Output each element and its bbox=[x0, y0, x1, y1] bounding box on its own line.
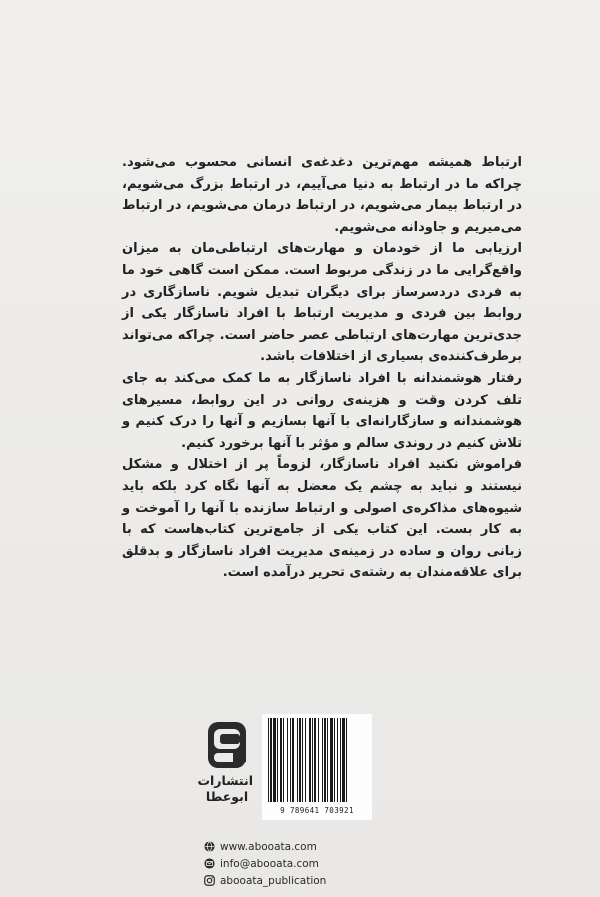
website-row[interactable] bbox=[204, 838, 404, 855]
blurb-paragraph-2: ارزیابی ما از خودمان و مهارت‌های ارتباطی‌مان به میزان واقع‌گرایی ما در زندگی مربوط است. ممکن است گاهی خود ما به فردی دردسرساز برای دیگران تبدیل شویم. ناسازگاری در روابط بین فردی و مدیریت ارتباط با افراد ناسازگار یکی از جدی‌ترین مهارت‌های ارتباطی عصر حاضر است. چراکه می‌تواند برطرف‌کننده‌ی بسیاری از اختلافات باشد. bbox=[122, 241, 522, 365]
publisher-logo bbox=[197, 720, 253, 820]
publisher-logo-icon bbox=[205, 720, 249, 772]
email-row[interactable] bbox=[204, 855, 404, 872]
blurb-paragraph-1: ارتباط همیشه مهم‌ترین دغدغه‌ی انسانی محسوب می‌شود. چراکه ما در ارتباط به دنیا می‌آییم، در ارتباط بزرگ می‌شویم، در ارتباط بیمار می‌شویم، در ارتباط درمان می‌شویم، در ارتباط می‌میریم و جاودانه می‌شویم. bbox=[122, 155, 522, 235]
isbn-number: 9 789641 703921 bbox=[280, 806, 354, 815]
contact-info bbox=[204, 838, 404, 889]
email-text: info@abooata.com bbox=[220, 857, 319, 870]
blurb-paragraph-3: رفتار هوشمندانه با افراد ناسازگار به ما کمک می‌کند به جای تلف کردن وقت و هزینه‌ی روانی در این روابط، مسیرهای هوشمندانه و سازگارانه‌ای با آنها بسازیم و آنها را درک کنیم و تلاش کنیم در روندی سالم و مؤثر با آنها برخورد کنیم. bbox=[122, 370, 522, 451]
isbn-barcode bbox=[262, 714, 372, 820]
instagram-icon bbox=[204, 875, 215, 886]
globe-icon bbox=[204, 841, 215, 852]
barcode-bars bbox=[266, 718, 368, 804]
instagram-row[interactable] bbox=[204, 872, 404, 889]
publisher-name-line2: ابوعطا bbox=[205, 789, 249, 804]
email-icon bbox=[204, 858, 215, 869]
blurb-text bbox=[122, 152, 522, 584]
website-text: www.abooata.com bbox=[220, 840, 317, 853]
blurb-paragraph-4: فراموش نکنید افراد ناسازگار، لزوماً پر از اختلال و مشکل نیستند و نباید به چشم یک معضل به آنها نگاه کرد بلکه باید شیوه‌های مذاکره‌ی اصولی و ارتباط سازنده با آنها را آموخت و به کار بست. این کتاب یکی از جامع‌ترین کتاب‌هاست که با زبانی روان و ساده در زمینه‌ی مدیریت افراد ناسازگار و بدقلق برای علاقه‌مندان به رشته‌ی تحریر درآمده است. bbox=[122, 457, 522, 581]
publisher-name-line1: انتشارات bbox=[197, 773, 253, 788]
instagram-text: abooata_publication bbox=[220, 874, 327, 887]
